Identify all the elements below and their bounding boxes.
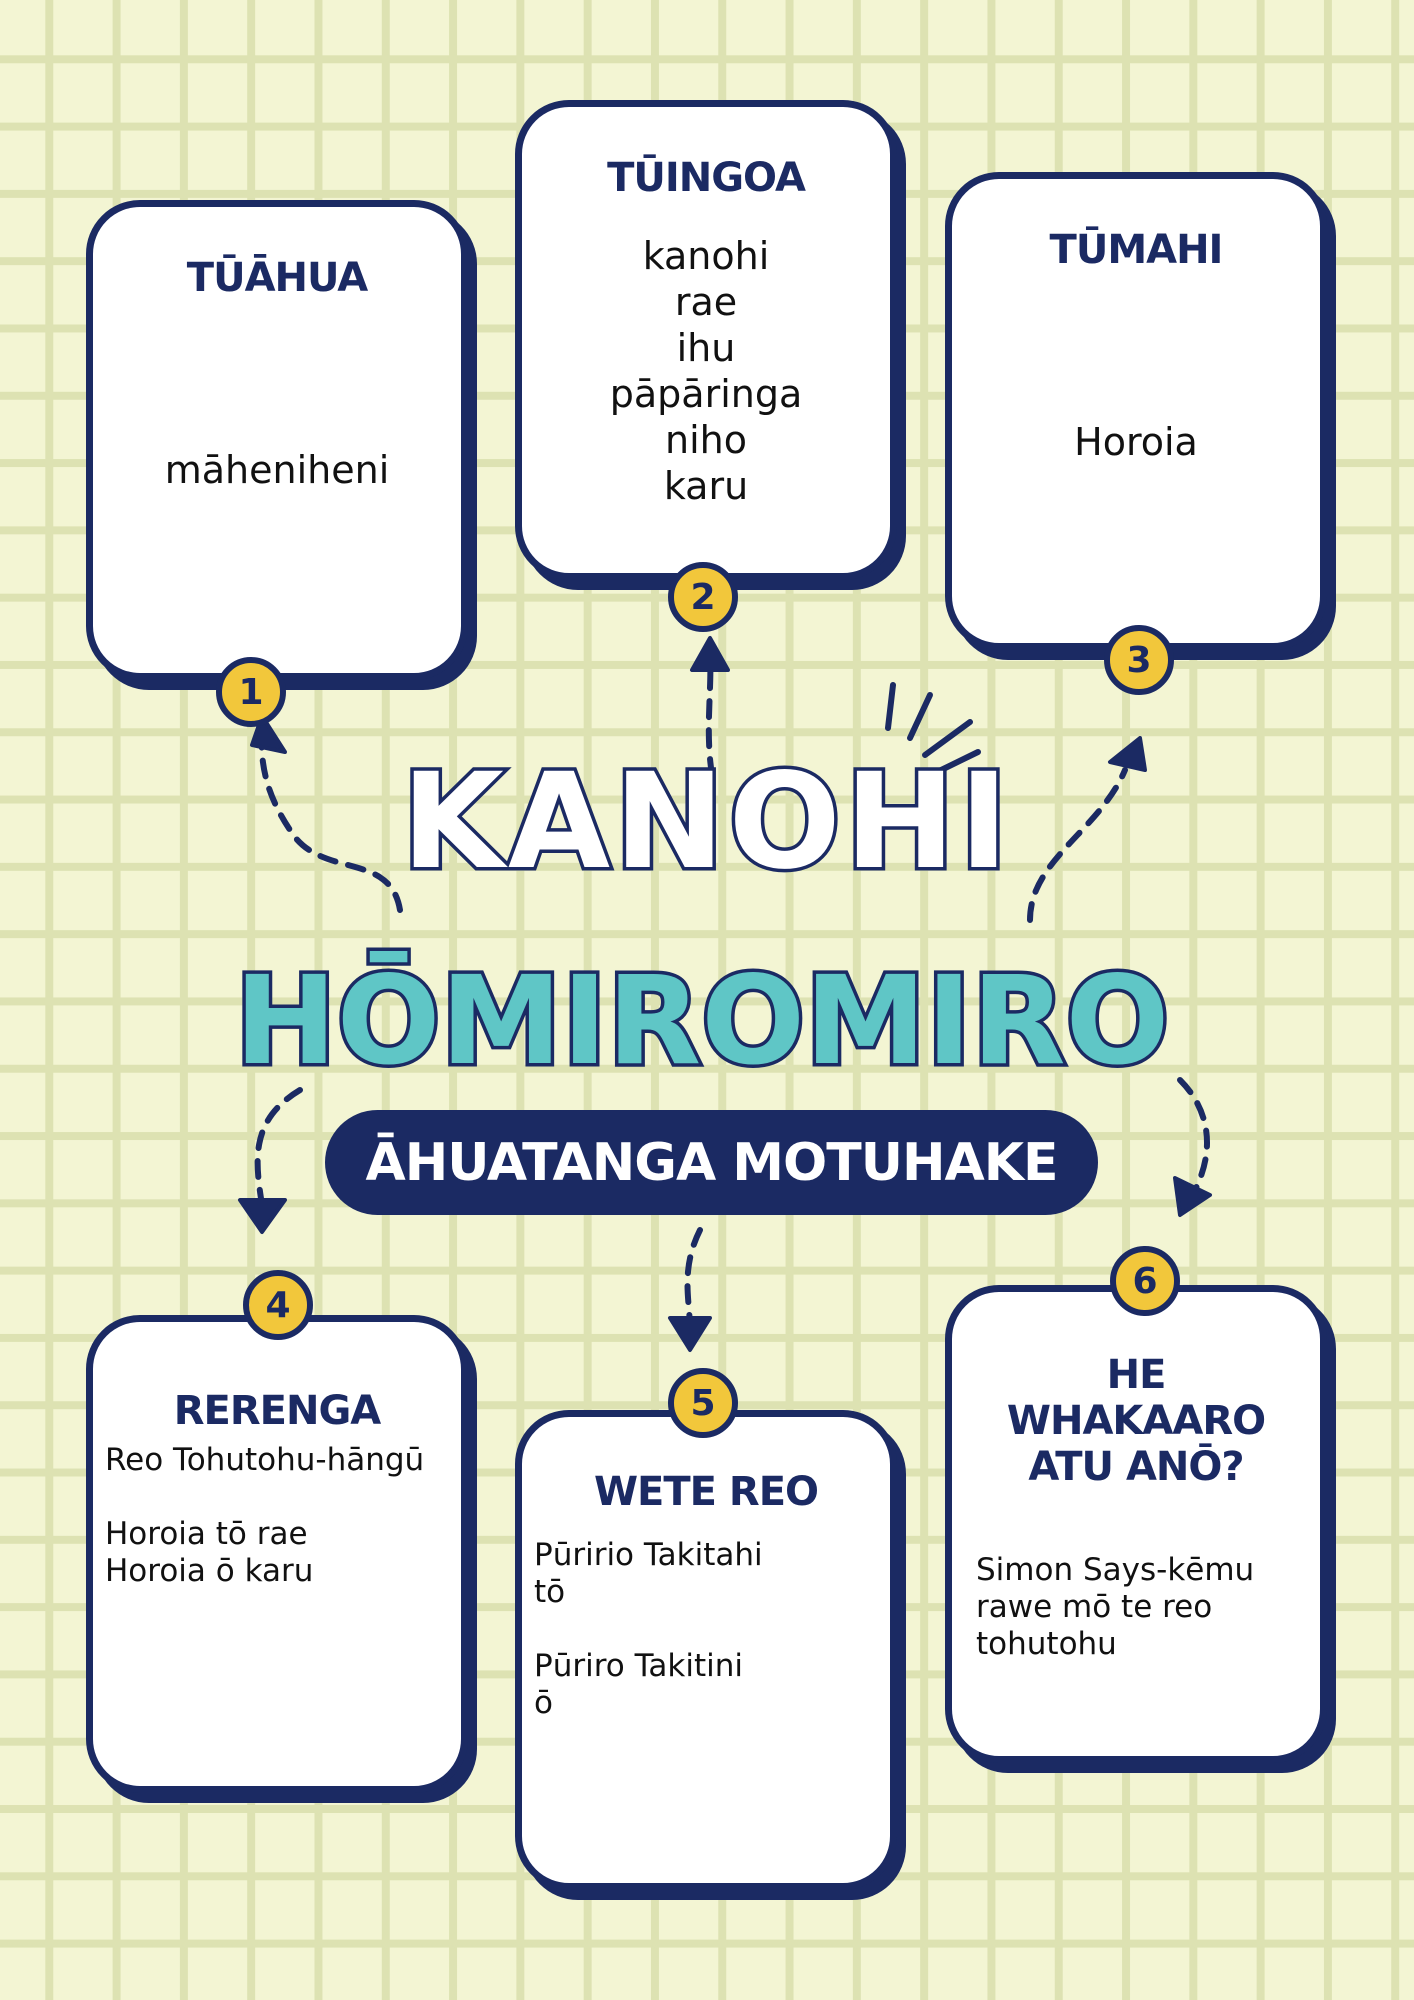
text-line: Pūriro Takitini (534, 1648, 743, 1684)
list-item: niho (665, 418, 747, 462)
number-badge-6: 6 (1110, 1246, 1180, 1316)
arrow-to-card-4 (258, 1090, 300, 1205)
text-line: tō (534, 1574, 566, 1610)
number-badge-1: 1 (216, 657, 286, 727)
list-item: kanohi (642, 234, 770, 278)
card-text: māheniheni (164, 448, 390, 492)
heading-line: ATU ANŌ? (1028, 1444, 1244, 1490)
card-rerenga (86, 1315, 468, 1793)
burst-line-1 (888, 685, 893, 728)
text-line: Horoia ō karu (105, 1553, 314, 1589)
card-text-block (105, 1442, 461, 1590)
card-heading: TŪINGOA (607, 155, 805, 201)
arrowhead-6 (1175, 1178, 1210, 1215)
heading-line: WHAKAARO (1006, 1398, 1266, 1444)
list-item: pāpāringa (609, 372, 803, 416)
card-heading (952, 1352, 1320, 1490)
title-kanohi: KANOHI (401, 745, 1013, 899)
card-text-block (976, 1552, 1320, 1663)
card-heading: TŪĀHUA (186, 255, 368, 301)
number-badge-4: 4 (243, 1270, 313, 1340)
text-line: Horoia tō rae (105, 1516, 308, 1552)
text-line: Simon Says-kēmu (976, 1552, 1255, 1588)
card-heading: RERENGA (173, 1388, 381, 1434)
arrowhead-5 (670, 1318, 710, 1350)
card-heading: TŪMAHI (1049, 227, 1223, 273)
text-line: Reo Tohutohu-hāngū (105, 1442, 425, 1478)
list-item: rae (674, 280, 738, 324)
text-line: Pūririo Takitahi (534, 1537, 763, 1573)
card-text: Horoia (1074, 420, 1198, 464)
list-item: karu (663, 464, 749, 508)
number-badge-3: 3 (1104, 625, 1174, 695)
card-heading: WETE REO (593, 1469, 819, 1515)
card-tuingoa (515, 100, 897, 580)
number-badge-5: 5 (668, 1368, 738, 1438)
number-badge-2: 2 (668, 562, 738, 632)
card-tumahi (945, 172, 1327, 650)
title-homiromiro: HŌMIROMIRO (234, 950, 1170, 1092)
card-he-whakaaro (945, 1285, 1327, 1763)
burst-line-2 (910, 695, 930, 738)
arrowhead-2 (692, 638, 728, 670)
subtitle-pill: ĀHUATANGA MOTUHAKE (325, 1110, 1098, 1215)
list-item: ihu (676, 326, 736, 370)
arrowhead-4 (240, 1200, 285, 1232)
card-text-block (534, 1537, 890, 1722)
arrow-to-card-5 (688, 1230, 701, 1330)
arrow-to-card-6 (1180, 1080, 1207, 1190)
text-line: ō (534, 1685, 553, 1721)
heading-line: HE (1106, 1352, 1166, 1398)
text-line: tohutohu (976, 1626, 1117, 1662)
card-wete-reo (515, 1410, 897, 1890)
card-text-list (522, 233, 890, 509)
card-tuahua (86, 200, 468, 680)
text-line: rawe mō te reo (976, 1589, 1213, 1625)
